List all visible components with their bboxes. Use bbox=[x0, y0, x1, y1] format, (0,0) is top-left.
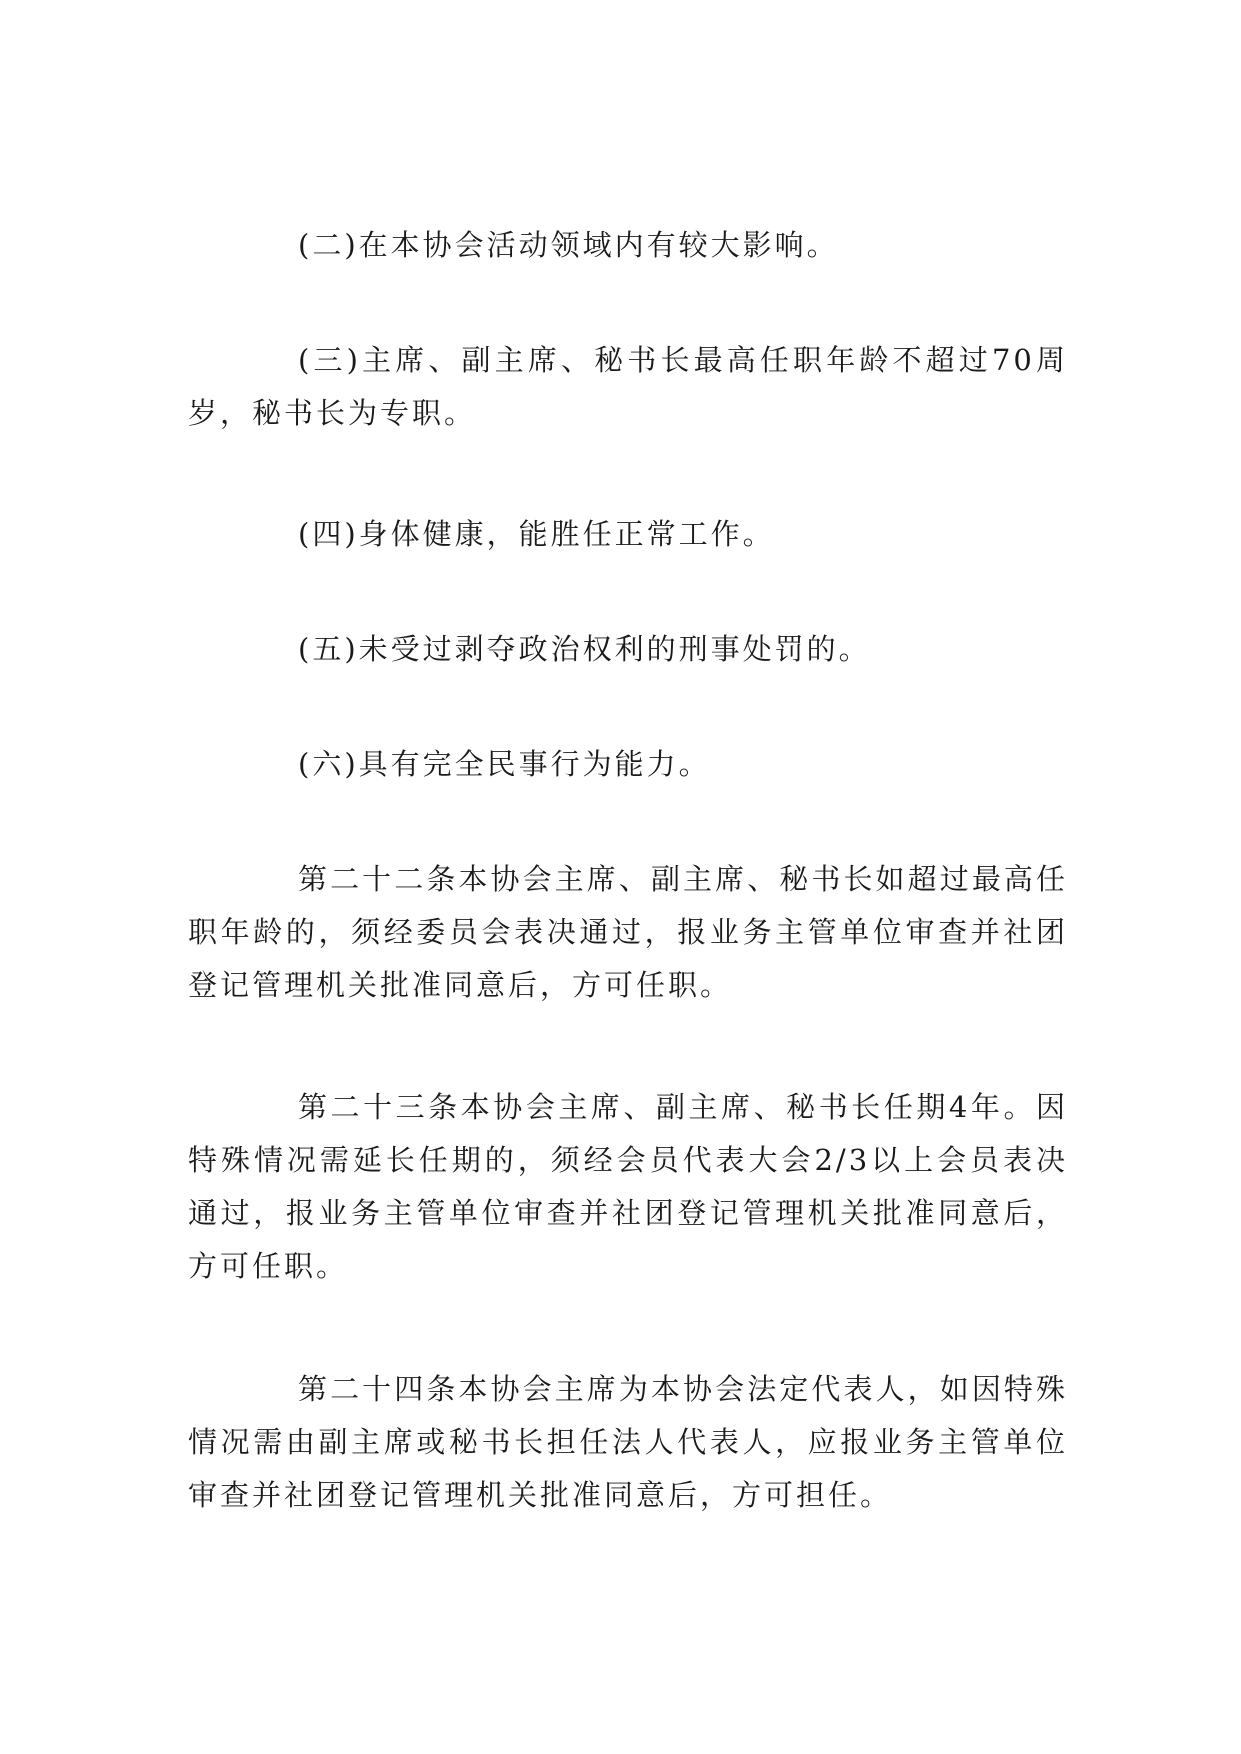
article-23: 第二十三条本协会主席、副主席、秘书长任期4年。因特殊情况需延长任期的，须经会员代表大会2/3以上会员表决通过，报业务主管单位审查并社团登记管理机关批准同意后，方可任职。 bbox=[188, 1090, 1068, 1283]
clause-item-5: (五)未受过剥夺政治权利的刑事处罚的。 bbox=[298, 632, 871, 666]
clause-item-6: (六)具有完全民事行为能力。 bbox=[298, 747, 711, 781]
clause-item-3: (三)主席、副主席、秘书长最高任职年龄不超过70周岁，秘书长为专职。 bbox=[188, 343, 1068, 430]
clause-item-2: (二)在本协会活动领域内有较大影响。 bbox=[298, 228, 839, 262]
clause-item-4: (四)身体健康，能胜任正常工作。 bbox=[298, 517, 775, 551]
article-24: 第二十四条本协会主席为本协会法定代表人，如因特殊情况需由副主席或秘书长担任法人代表人，应报业务主管单位审查并社团登记管理机关批准同意后，方可担任。 bbox=[188, 1372, 1068, 1512]
article-22: 第二十二条本协会主席、副主席、秘书长如超过最高任职年龄的，须经委员会表决通过，报业务主管单位审查并社团登记管理机关批准同意后，方可任职。 bbox=[188, 862, 1068, 1002]
